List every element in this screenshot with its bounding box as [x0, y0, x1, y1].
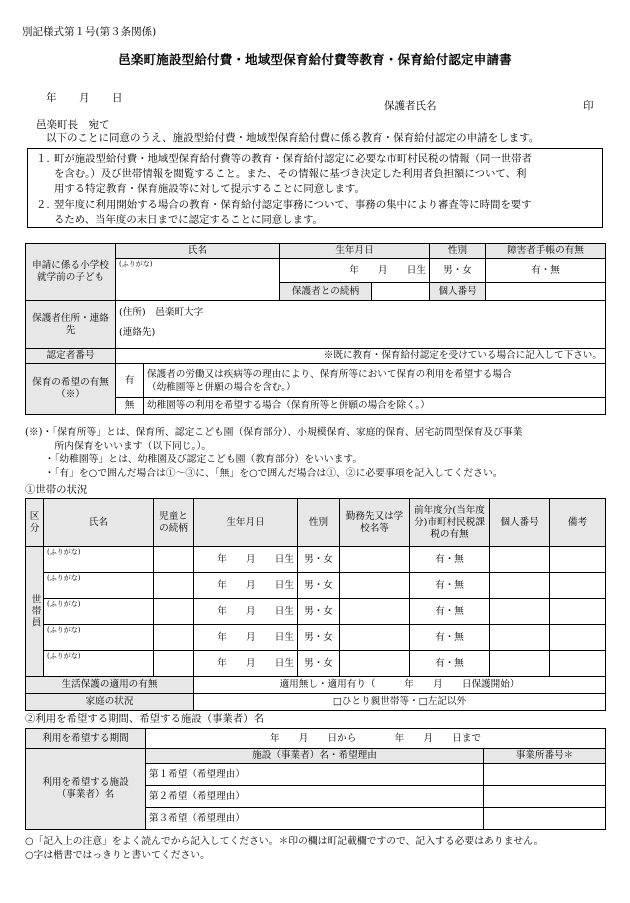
table-row: [26, 651, 606, 677]
welfare-label: 生活保護の適用の有無: [26, 677, 194, 694]
address-line: (住所) 邑楽町大字: [119, 307, 204, 318]
member-name-field[interactable]: (ふりがな): [44, 573, 154, 599]
header-individual-number: 個人番号: [490, 499, 550, 547]
member-dob-field[interactable]: 年 月 日生: [194, 547, 298, 573]
wish-yes-option[interactable]: 有: [116, 364, 144, 398]
seal-mark: 印: [583, 100, 594, 112]
wish-no-text: 幼稚園等の利用を希望する場合（保育所等と併願の場合を除く。）: [144, 398, 606, 415]
member-number-field[interactable]: [490, 651, 550, 677]
header-tax: 前年度分(当年度分)市町村民税課税の有無: [410, 499, 490, 547]
family-status-label: 家庭の状況: [26, 694, 194, 711]
family-status-field[interactable]: □ひとり親世帯等・□左記以外: [194, 694, 606, 711]
header-relation: 児童との続柄: [154, 499, 194, 547]
consent-box: [27, 148, 603, 228]
header-sex: 性別: [298, 499, 340, 547]
table-row: [26, 547, 606, 573]
header-name: 氏名: [44, 499, 154, 547]
note-line: ・「幼稚園等」とは、幼稚園及び認定こども園（教育部分）をいいます。: [25, 454, 363, 466]
relation-field[interactable]: [372, 283, 430, 301]
member-number-field[interactable]: [490, 573, 550, 599]
member-number-field[interactable]: [490, 547, 550, 573]
note-line: ・「有」を○で囲んだ場合は①～③に、「無」を○で囲んだ場合は①、②に必要事項を記入してください。: [25, 467, 503, 479]
wish-yes-text: 保護者の労働又は疾病等の理由により、保育所等において保育の利用を希望する場合 （幼稚園等と併願の場合を含む。）: [144, 364, 606, 398]
facility-section-title: ②利用を希望する期間、希望する施設（事業者）名: [25, 713, 264, 725]
member-name-field[interactable]: (ふりがな): [44, 599, 154, 625]
guardian-address-field[interactable]: [116, 301, 606, 349]
footer-line: ○「記入上の注意」をよく読んでから記入してください。＊印の欄は町記載欄ですので、記入する必要はありません。: [25, 836, 544, 847]
child-sex-field[interactable]: 男・女: [430, 259, 486, 283]
member-sex-field[interactable]: 男・女: [298, 625, 340, 651]
form-number: 別記様式第１号(第３条関係): [22, 26, 157, 38]
contact-line: (連絡先): [119, 327, 156, 338]
consent-number: ２.: [36, 198, 50, 211]
member-sex-field[interactable]: 男・女: [298, 547, 340, 573]
header-dob: 生年月日: [194, 499, 298, 547]
member-name-field[interactable]: (ふりがな): [44, 651, 154, 677]
household-member-label: 世帯員: [26, 547, 44, 677]
individual-number-label: 個人番号: [430, 283, 486, 301]
disability-header: 障害者手帳の有無: [486, 244, 606, 259]
applicant-table: [25, 243, 606, 415]
wish-label: 保育の希望の有無（※）: [26, 364, 116, 415]
member-workplace-field[interactable]: [340, 573, 410, 599]
member-tax-field[interactable]: 有・無: [410, 547, 490, 573]
table-row: [26, 625, 606, 651]
period-label: 利用を希望する期間: [26, 729, 146, 749]
member-tax-field[interactable]: 有・無: [410, 573, 490, 599]
table-row: [26, 573, 606, 599]
member-name-field[interactable]: (ふりがな): [44, 625, 154, 651]
member-dob-field[interactable]: 年 月 日生: [194, 625, 298, 651]
member-tax-field[interactable]: 有・無: [410, 599, 490, 625]
member-remarks-field[interactable]: [550, 599, 606, 625]
addressee: 邑楽町長 宛て: [36, 119, 110, 131]
footer-notes: [25, 835, 620, 863]
choice-2-office-number[interactable]: [484, 786, 606, 808]
member-workplace-field[interactable]: [340, 625, 410, 651]
member-relation-field[interactable]: [154, 651, 194, 677]
child-sex-header: 性別: [430, 244, 486, 259]
intro-text: 以下のことに同意のうえ、施設型給付費・地域型保育給付費に係る教育・保育給付認定の申請をします。: [46, 132, 540, 144]
table-row: [26, 599, 606, 625]
choice-1-field[interactable]: 第１希望（希望理由）: [146, 764, 484, 786]
facility-label: 利用を希望する施設（事業者）名: [26, 749, 146, 830]
consent-text: 町が施設型給付費・地域型保育給付費等の教育・保育給付認定に必要な市町村民税の情報（同一世帯者 を含む。）及び世帯情報を閲覧すること。また、その情報に基づき決定した利用者負担額について、利 用する特定教育・保育施設等に対して提示することに同意します。: [54, 153, 532, 196]
member-dob-field[interactable]: 年 月 日生: [194, 599, 298, 625]
member-tax-field[interactable]: 有・無: [410, 651, 490, 677]
application-date-field[interactable]: 年 月 日: [46, 92, 123, 104]
guardian-label: 保護者住所・連絡先: [26, 301, 116, 349]
choice-2-field[interactable]: 第２希望（希望理由）: [146, 786, 484, 808]
household-section-title: ①世帯の状況: [25, 484, 88, 496]
member-workplace-field[interactable]: [340, 599, 410, 625]
member-number-field[interactable]: [490, 599, 550, 625]
member-dob-field[interactable]: 年 月 日生: [194, 651, 298, 677]
child-dob-header: 生年月日: [280, 244, 430, 259]
header-category: 区分: [26, 499, 44, 547]
member-relation-field[interactable]: [154, 573, 194, 599]
choice-3-field[interactable]: 第３希望（希望理由）: [146, 808, 484, 830]
member-sex-field[interactable]: 男・女: [298, 651, 340, 677]
choice-1-office-number[interactable]: [484, 764, 606, 786]
member-dob-field[interactable]: 年 月 日生: [194, 573, 298, 599]
child-dob-field[interactable]: 年 月 日生: [280, 259, 430, 283]
member-name-field[interactable]: (ふりがな): [44, 547, 154, 573]
consent-text: 翌年度に利用開始する場合の教育・保育給付認定事務について、事務の集中により審査等に時間を要す るため、当年度の末日までに認定することに同意します。: [54, 198, 532, 226]
individual-number-field[interactable]: [486, 283, 606, 301]
consent-item: [36, 198, 596, 228]
consent-number: １.: [36, 153, 50, 165]
member-relation-field[interactable]: [154, 625, 194, 651]
welfare-field[interactable]: 適用無し・適用有り（ 年 月 日保護開始）: [194, 677, 606, 694]
cert-number-field[interactable]: ※既に教育・保育給付認定を受けている場合に記入して下さい。: [116, 349, 606, 364]
child-label: 申請に係る小学校就学前の子ども: [26, 244, 116, 301]
header-remarks: 備考: [550, 499, 606, 547]
child-name-header: 氏名: [116, 244, 280, 259]
notes: [25, 426, 615, 480]
member-relation-field[interactable]: [154, 599, 194, 625]
member-remarks-field[interactable]: [550, 625, 606, 651]
member-workplace-field[interactable]: [340, 547, 410, 573]
cert-number-label: 認定者番号: [26, 349, 116, 364]
member-remarks-field[interactable]: [550, 547, 606, 573]
note-line: (※)・「保育所等」とは、保育所、認定こども園（保育部分）、小規模保育、家庭的保育、居宅訪問型保育及び事業 所内保育をいいます（以下同じ。）。: [25, 427, 523, 452]
footer-line: ○字は楷書ではっきりと書いてください。: [25, 849, 210, 861]
consent-item: [36, 152, 596, 198]
child-name-field[interactable]: (ふりがな): [116, 259, 280, 301]
member-sex-field[interactable]: 男・女: [298, 599, 340, 625]
disability-field[interactable]: 有・無: [486, 259, 606, 283]
header-workplace: 勤務先又は学校名等: [340, 499, 410, 547]
member-sex-field[interactable]: 男・女: [298, 573, 340, 599]
facility-name-header: 施設（事業者）名・希望理由: [146, 749, 484, 764]
guardian-name-label: 保護者氏名: [384, 100, 437, 112]
member-workplace-field[interactable]: [340, 651, 410, 677]
relation-label: 保護者との続柄: [280, 283, 372, 301]
household-table: [25, 498, 606, 711]
member-relation-field[interactable]: [154, 547, 194, 573]
member-remarks-field[interactable]: [550, 573, 606, 599]
office-number-header: 事業所番号＊: [484, 749, 606, 764]
choice-3-office-number[interactable]: [484, 808, 606, 830]
member-remarks-field[interactable]: [550, 651, 606, 677]
member-number-field[interactable]: [490, 625, 550, 651]
document-title: 邑楽町施設型給付費・地域型保育給付費等教育・保育給付認定申請書: [118, 52, 512, 67]
member-tax-field[interactable]: 有・無: [410, 625, 490, 651]
wish-no-option[interactable]: 無: [116, 398, 144, 415]
period-field[interactable]: 年 月 日から 年 月 日まで: [146, 729, 606, 749]
facility-table: [25, 728, 606, 830]
